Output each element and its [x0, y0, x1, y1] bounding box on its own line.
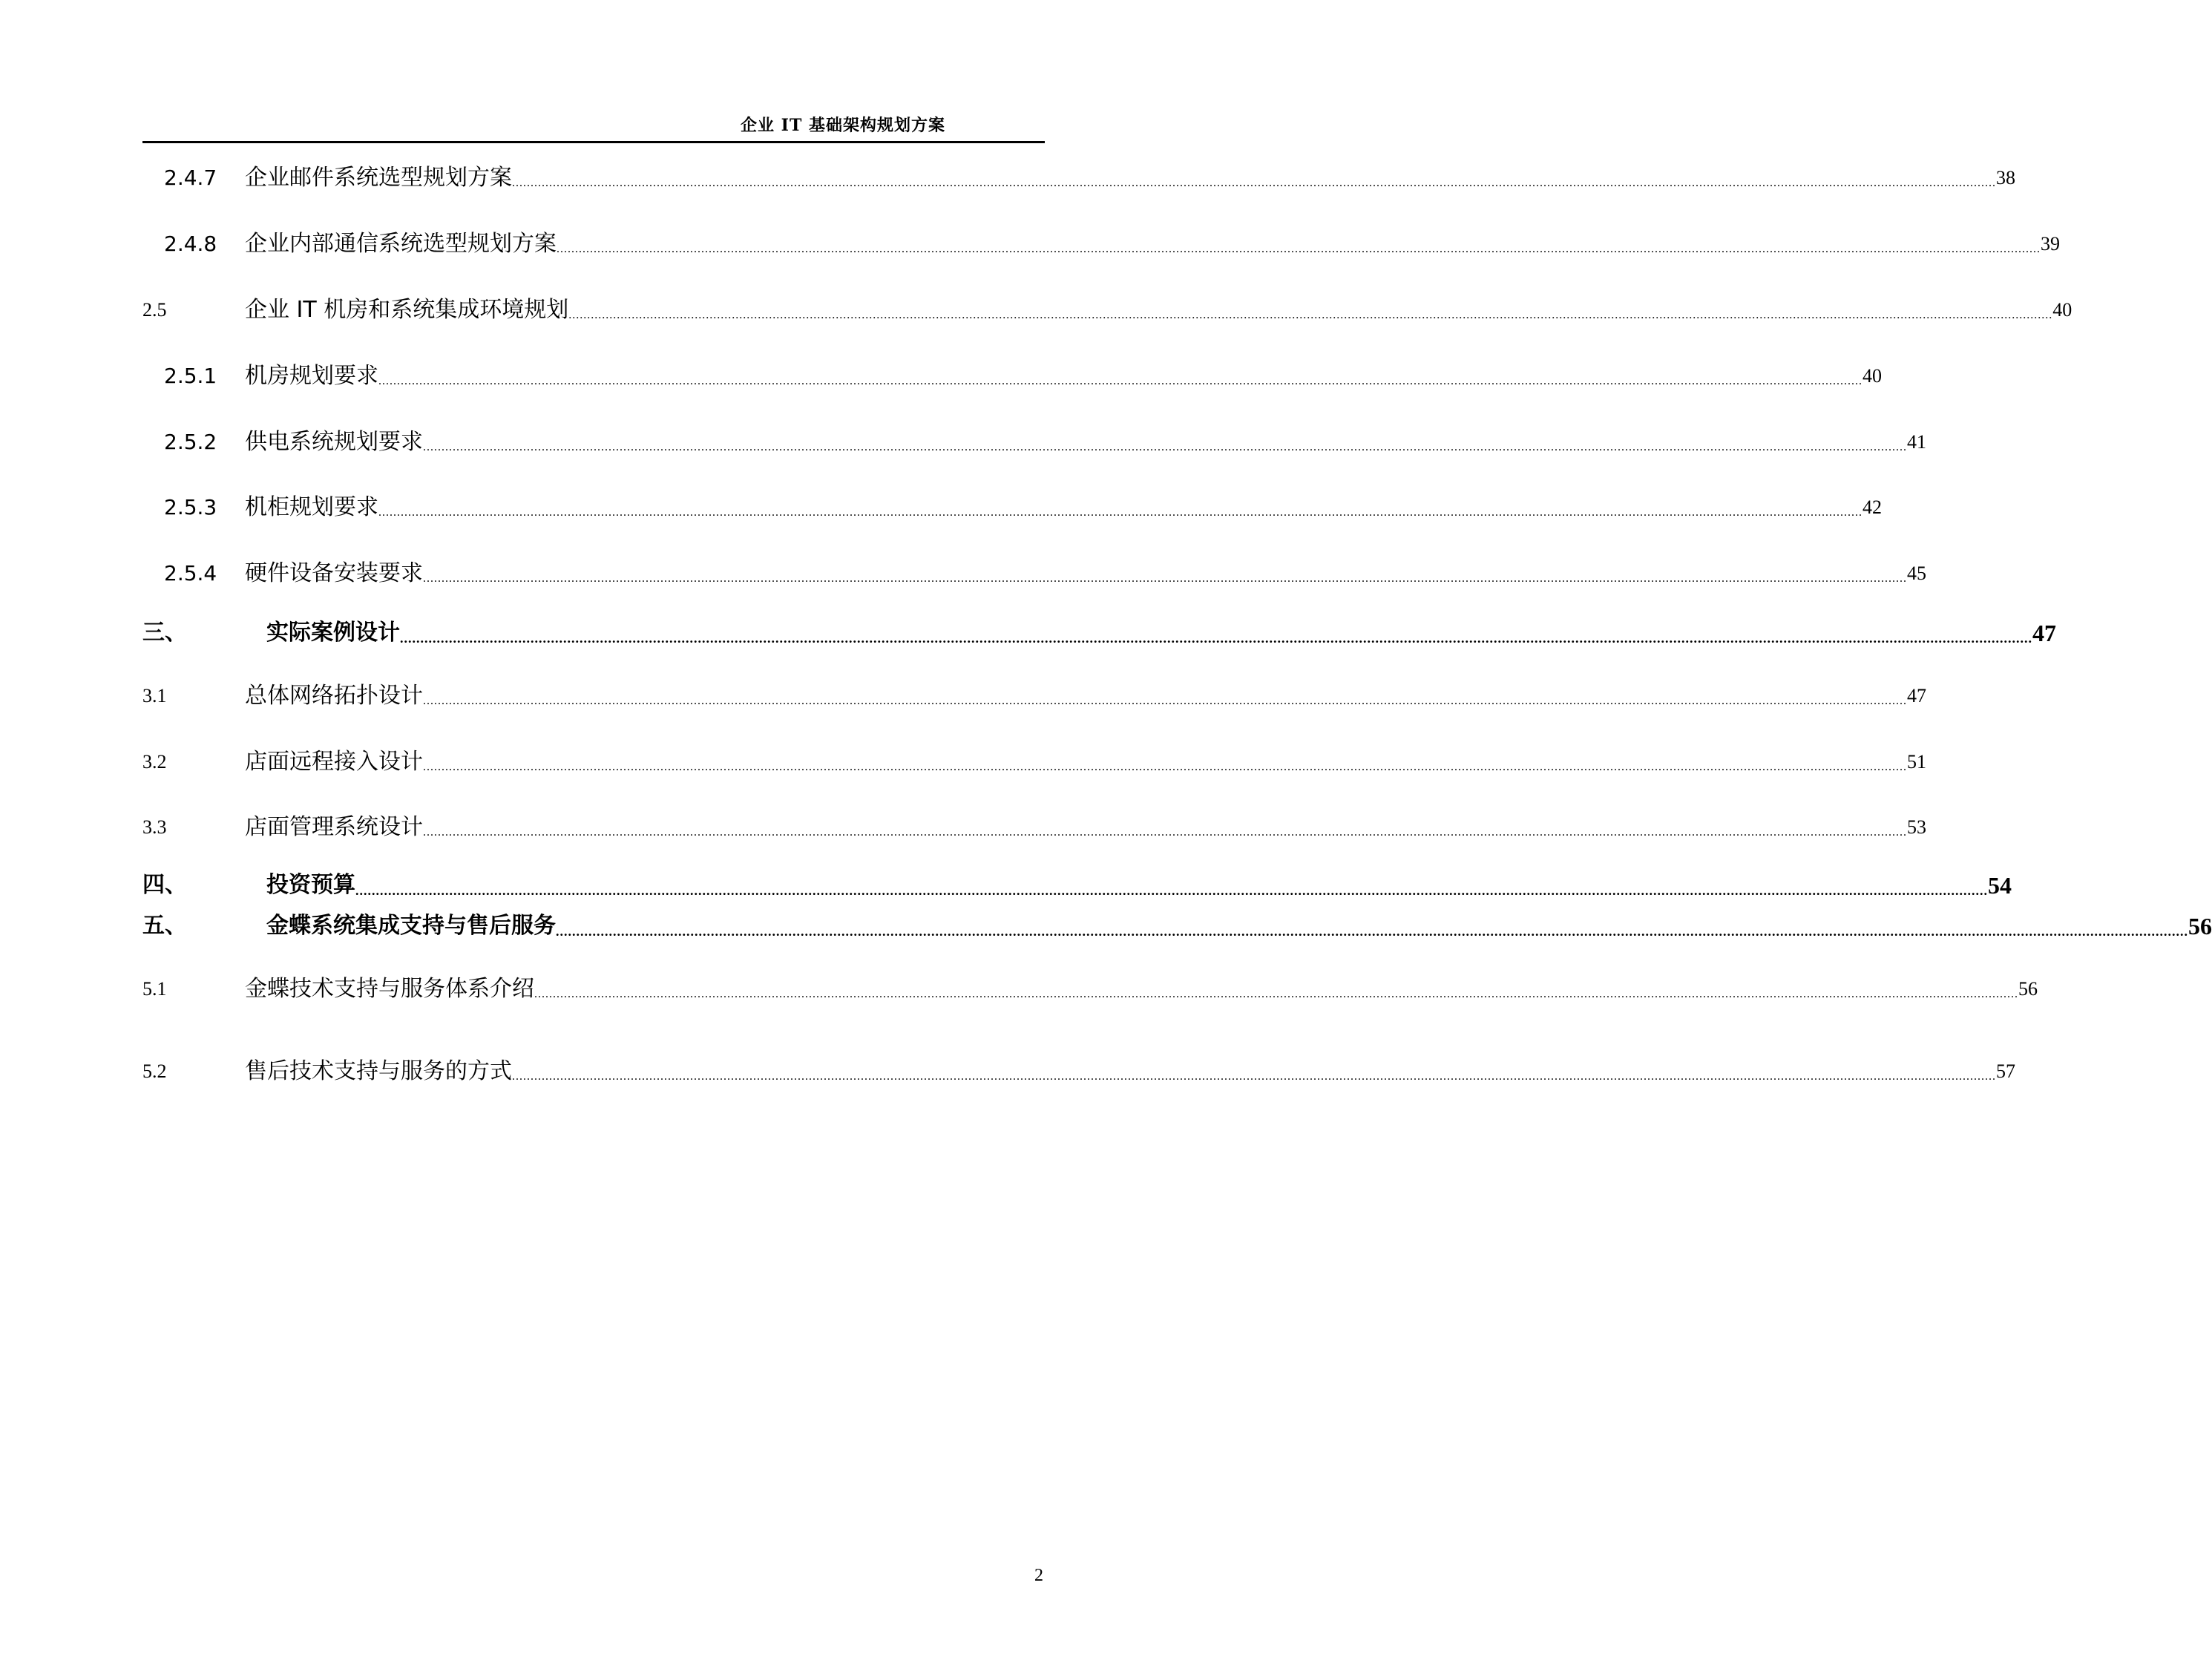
toc-entry[interactable] — [142, 426, 1926, 459]
toc-entry-number: 三、 — [142, 620, 187, 646]
dot-leader: ................................................................................................................................................................................................................................................................................................................................................................................................................ — [378, 506, 1863, 519]
toc-entry-page: 41 — [1907, 431, 1926, 453]
toc-entry-page: 56 — [2018, 978, 2038, 1000]
dot-leader: ................................................................................................................................................................................................................................................................................................................................................................................................................ — [378, 375, 1863, 387]
toc-entry-page: 38 — [1996, 167, 2015, 188]
toc-entry-number: 2.5 — [142, 299, 167, 321]
toc-entry-number: 3.3 — [142, 816, 167, 838]
toc-entry-number: 2.4.8 — [164, 232, 217, 256]
toc-entry-title: 实际案例设计 — [266, 620, 400, 646]
dot-leader: ................................................................................................................................................................................................................................................................................................................................................................................................................ — [423, 572, 1907, 585]
toc-entry-title: 金蝶技术支持与服务体系介绍 — [245, 976, 534, 1002]
toc-entry-title: 总体网络拓扑设计 — [245, 683, 423, 709]
toc-entry-title: 机柜规划要求 — [245, 494, 378, 520]
toc-entry-number: 3.2 — [142, 751, 167, 773]
toc-entry-page: 51 — [1907, 751, 1926, 773]
dot-leader: ................................................................................................................................................................................................................................................................................................................................................................................................................ — [556, 924, 2188, 939]
toc-entry[interactable] — [142, 910, 2212, 942]
dot-leader: ................................................................................................................................................................................................................................................................................................................................................................................................................ — [568, 309, 2053, 321]
toc-entry-page: 40 — [1863, 365, 1882, 387]
page-number: 2 — [1034, 1566, 1043, 1585]
header-rule — [142, 141, 1045, 143]
toc-entry-page: 45 — [1907, 563, 1926, 584]
toc-entry[interactable] — [142, 162, 2015, 194]
toc-entry-number: 四、 — [142, 872, 187, 898]
toc-entry[interactable] — [142, 973, 2038, 1006]
toc-entry[interactable] — [142, 811, 1926, 844]
toc-entry-title: 机房规划要求 — [245, 363, 378, 389]
toc-entry-number: 3.1 — [142, 685, 167, 706]
dot-leader: ................................................................................................................................................................................................................................................................................................................................................................................................................ — [423, 695, 1907, 707]
toc-entry[interactable] — [142, 1055, 2015, 1088]
toc-entry-number: 五、 — [142, 913, 187, 939]
toc-entry-title: 售后技术支持与服务的方式 — [245, 1058, 512, 1084]
toc-entry-number: 2.5.1 — [164, 364, 217, 388]
dot-leader: ................................................................................................................................................................................................................................................................................................................................................................................................................ — [534, 988, 2018, 1000]
toc-entry-number: 5.1 — [142, 978, 167, 1000]
dot-leader: ................................................................................................................................................................................................................................................................................................................................................................................................................ — [512, 1070, 1996, 1083]
toc-entry-title: 店面远程接入设计 — [245, 749, 423, 775]
dot-leader: ................................................................................................................................................................................................................................................................................................................................................................................................................ — [400, 631, 2032, 646]
toc-entry-page: 42 — [1863, 496, 1882, 518]
toc-entry[interactable] — [142, 294, 2072, 327]
toc-entry-title: 企业内部通信系统选型规划方案 — [245, 231, 557, 257]
toc-entry-number: 2.5.2 — [164, 430, 217, 454]
toc-entry-page: 47 — [1907, 685, 1926, 706]
toc-entry[interactable] — [142, 869, 2012, 902]
toc-entry[interactable] — [142, 557, 1926, 590]
toc-entry-title: 供电系统规划要求 — [245, 429, 423, 455]
toc-entry-number: 2.5.3 — [164, 495, 217, 519]
toc-entry-title: 金蝶系统集成支持与售后服务 — [266, 913, 556, 939]
toc-entry[interactable] — [142, 617, 2056, 649]
toc-entry-page: 56 — [2188, 913, 2212, 939]
toc-entry-page: 57 — [1996, 1060, 2015, 1082]
running-header: 企业 IT 基础架构规划方案 — [741, 116, 945, 135]
toc-entry-page: 54 — [1988, 872, 2012, 899]
toc-entry-title: 企业 IT 机房和系统集成环境规划 — [245, 297, 569, 323]
toc-entry[interactable] — [142, 491, 1882, 524]
toc-entry-title: 投资预算 — [266, 872, 355, 898]
toc-entry[interactable] — [142, 746, 1926, 778]
toc-entry[interactable] — [142, 228, 2060, 260]
toc-entry-title: 硬件设备安装要求 — [245, 560, 423, 586]
toc-entry-title: 企业邮件系统选型规划方案 — [245, 165, 512, 191]
toc-entry[interactable] — [142, 360, 1882, 393]
dot-leader: ................................................................................................................................................................................................................................................................................................................................................................................................................ — [423, 441, 1907, 453]
toc-entry-page: 39 — [2041, 233, 2060, 255]
toc-entry-number: 2.4.7 — [164, 165, 217, 190]
dot-leader: ................................................................................................................................................................................................................................................................................................................................................................................................................ — [557, 243, 2041, 255]
toc-entry-title: 店面管理系统设计 — [245, 814, 423, 840]
toc-entry-number: 2.5.4 — [164, 561, 217, 586]
dot-leader: ................................................................................................................................................................................................................................................................................................................................................................................................................ — [423, 761, 1907, 773]
toc-entry-page: 53 — [1907, 816, 1926, 838]
dot-leader: ................................................................................................................................................................................................................................................................................................................................................................................................................ — [512, 177, 1996, 189]
toc-entry-number: 5.2 — [142, 1060, 167, 1082]
toc-entry[interactable] — [142, 680, 1926, 712]
dot-leader: ................................................................................................................................................................................................................................................................................................................................................................................................................ — [355, 883, 1988, 898]
toc-entry-page: 40 — [2052, 299, 2072, 321]
toc-entry-page: 47 — [2032, 620, 2056, 646]
dot-leader: ................................................................................................................................................................................................................................................................................................................................................................................................................ — [423, 826, 1907, 839]
